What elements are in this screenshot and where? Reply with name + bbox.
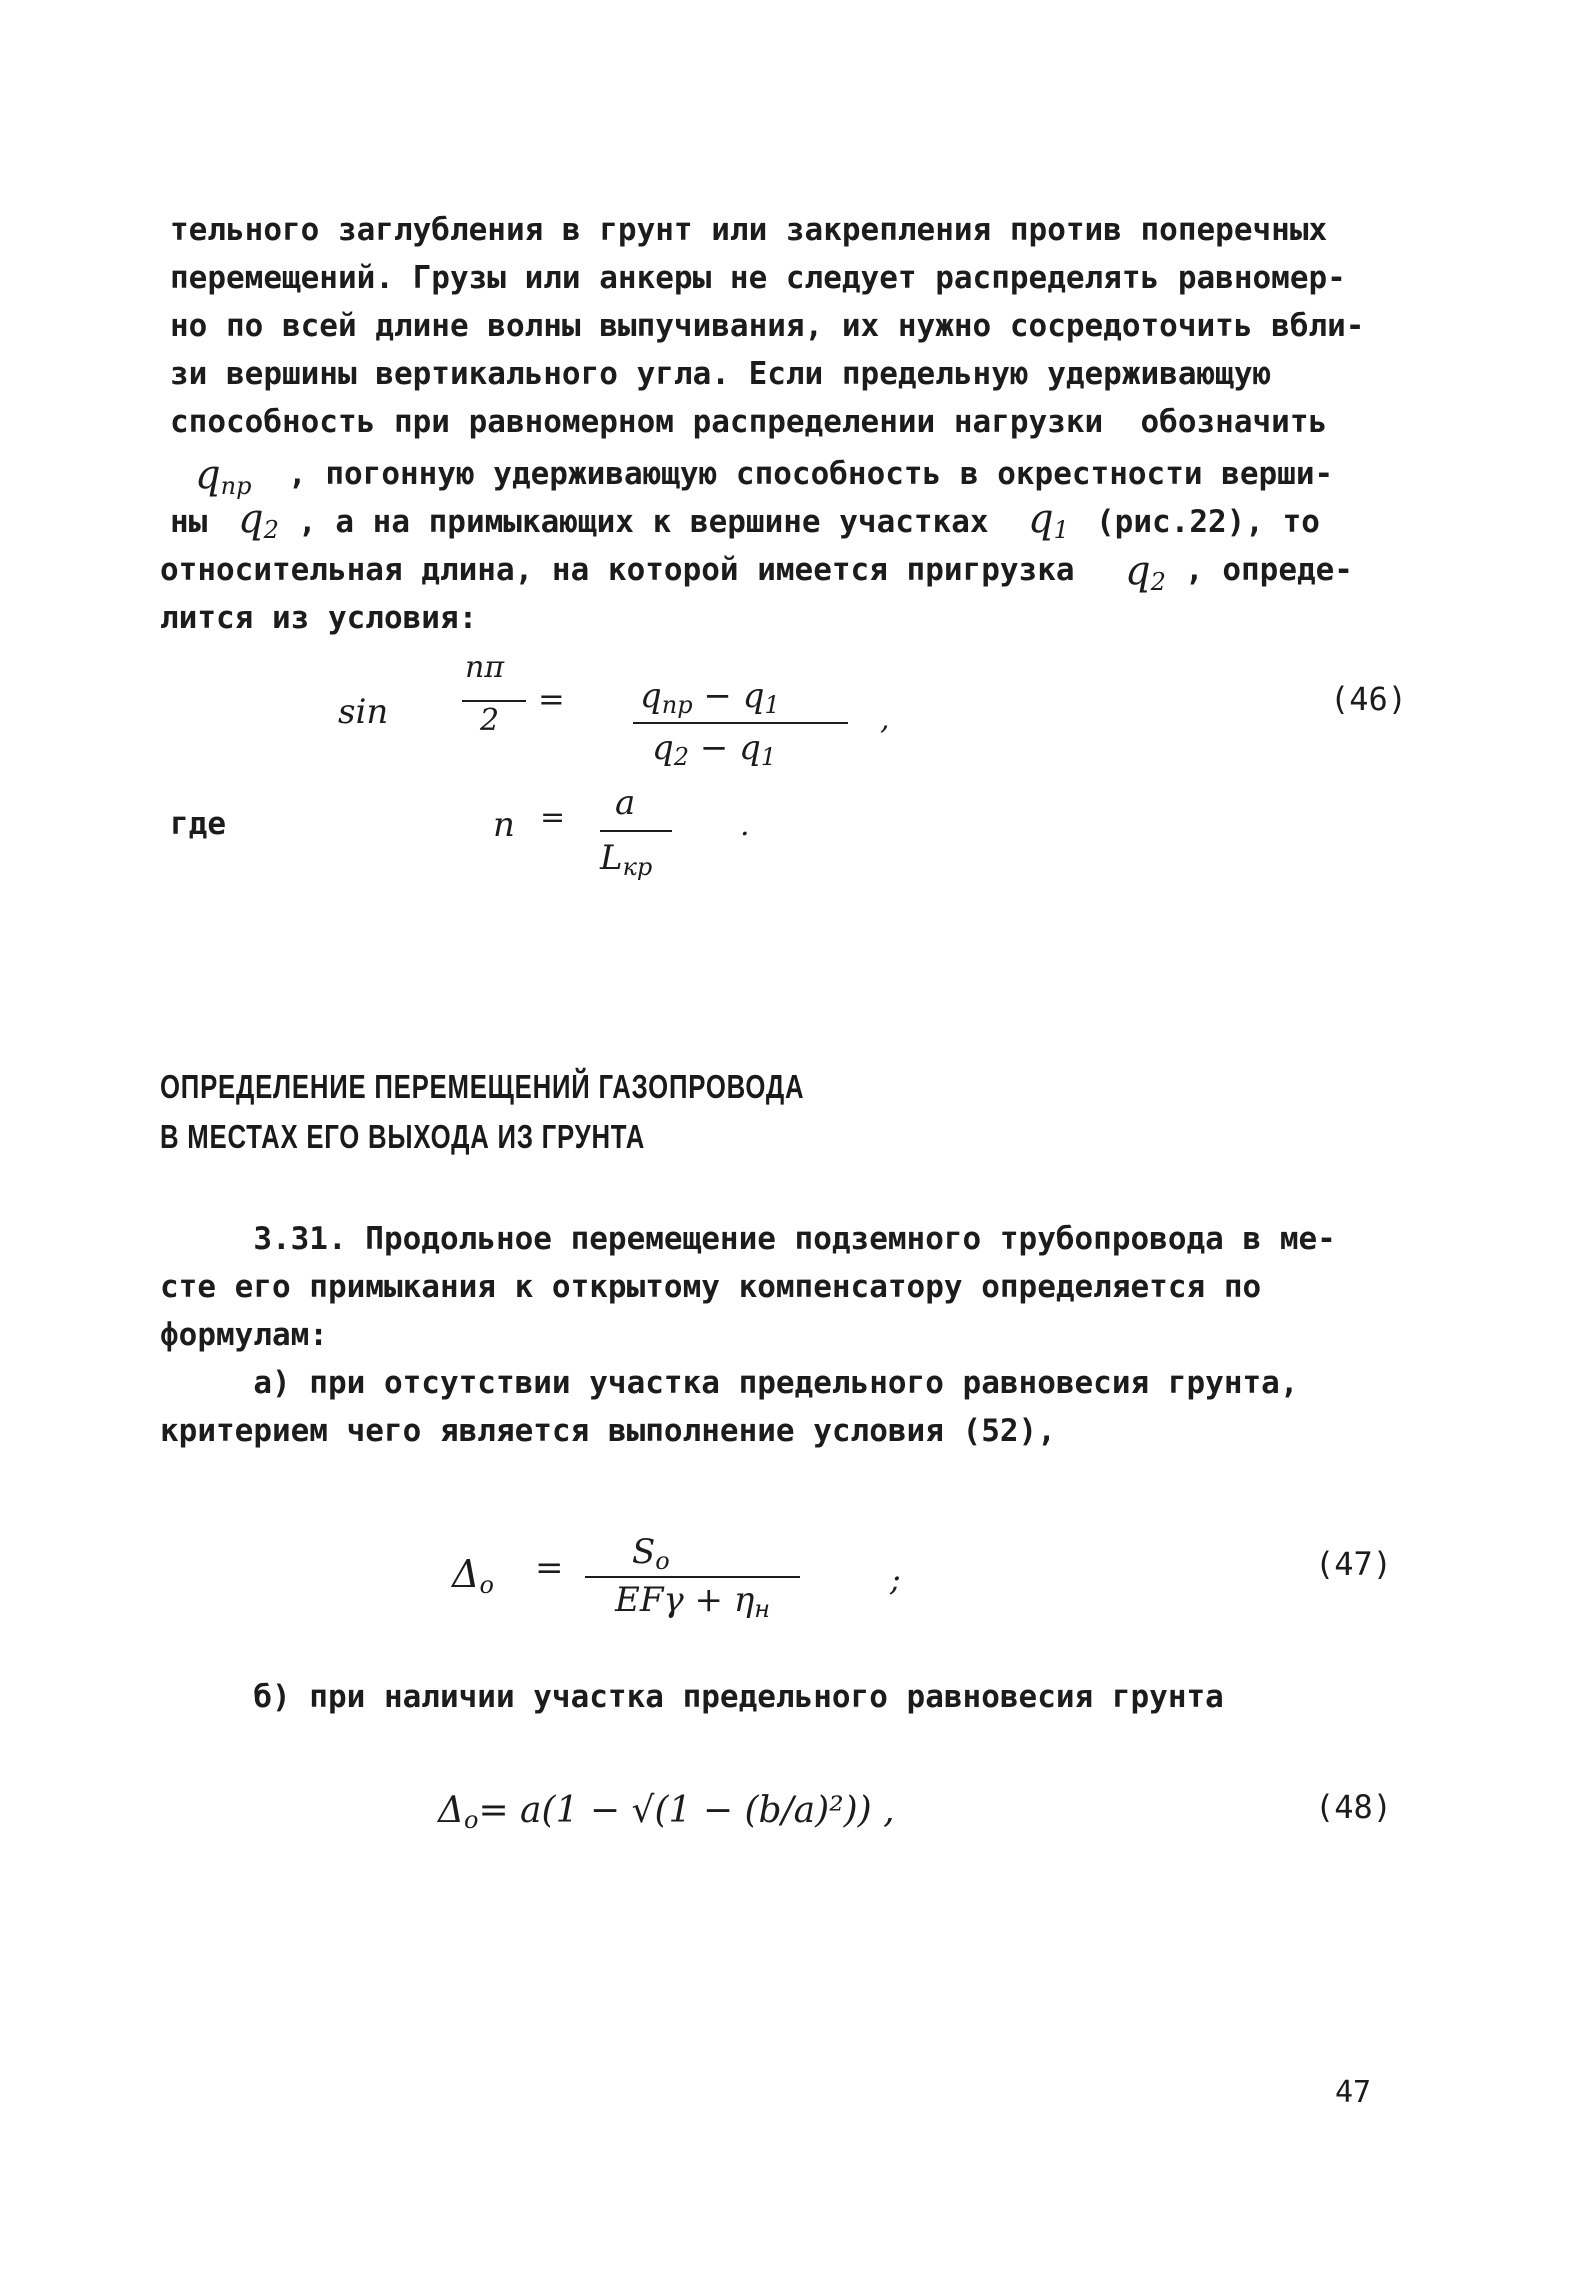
fraction-denominator: $EF\gamma + \eta_н$ — [615, 1580, 771, 1623]
delta-o: $\Delta_o$ — [452, 1552, 494, 1599]
semicolon: ; — [890, 1560, 901, 1598]
fraction-bar — [585, 1576, 800, 1578]
fraction-numerator: $S_o$ — [632, 1532, 670, 1575]
fraction-denominator: 2 — [480, 703, 500, 738]
text-line: лится из условия: — [160, 600, 478, 636]
fraction-numerator: a — [615, 783, 636, 823]
fraction-denominator: $q_2 - q_1$ — [652, 728, 777, 771]
fraction-bar — [600, 830, 672, 832]
text-line: ны — [170, 504, 208, 540]
text-line: формулам: — [160, 1317, 328, 1353]
fraction-numerator: $q_{пр} - q_1$ — [640, 676, 780, 719]
equals-sign: = — [535, 1548, 564, 1588]
text-line: критерием чего является выполнение условия (52), — [160, 1413, 1056, 1449]
text-line: , опреде- — [1185, 552, 1353, 588]
fraction-bar — [462, 700, 526, 702]
text-line: сте его примыкания к открытому компенсатору определяется по — [160, 1269, 1262, 1305]
text-line: относительная длина, на которой имеется пригрузка — [160, 552, 1075, 588]
heading-line: В МЕСТАХ ЕГО ВЫХОДА ИЗ ГРУНТА — [160, 1118, 646, 1155]
text-line: зи вершины вертикального угла. Если предельную удерживающую — [170, 356, 1272, 392]
period: . — [740, 808, 750, 843]
text-line: (рис.22), то — [1096, 504, 1320, 540]
where-label: где — [170, 806, 226, 842]
equation-number: (47) — [1315, 1545, 1393, 1583]
comma: , — [880, 702, 890, 737]
symbol-q1: $q_1$ — [1028, 496, 1069, 544]
equation-expression: $\Delta_o= a(1 - √(1 - (b/a)^2))$ , — [438, 1790, 895, 1834]
text-line: 3.31. Продольное перемещение подземного трубопровода в ме- — [160, 1221, 1336, 1257]
equals-sign: = — [538, 680, 565, 718]
text-line: , а на примыкающих к вершине участках — [298, 504, 989, 540]
text-line: б) при наличии участка предельного равновесия грунта — [160, 1679, 1224, 1715]
text-line: но по всей длине волны выпучивания, их нужно сосредоточить вбли- — [170, 308, 1365, 344]
equation-number: (46) — [1330, 680, 1408, 718]
fraction-bar — [633, 722, 848, 724]
symbol-q2: $q_2$ — [1125, 548, 1166, 596]
symbol-q-pr: $q_{пр}$ — [195, 452, 252, 500]
equals-sign: = — [540, 800, 566, 835]
page-number: 47 — [1335, 2075, 1372, 2110]
fraction-numerator: nπ — [465, 650, 505, 685]
text-line: тельного заглубления в грунт или закрепления против поперечных — [170, 212, 1328, 248]
fraction-denominator: $L_{кр}$ — [600, 838, 653, 881]
text-line: перемещений. Грузы или анкеры не следует распределять равномер- — [170, 260, 1346, 296]
equation-number: (48) — [1315, 1788, 1393, 1826]
variable-n: n — [493, 805, 515, 845]
text-line: , погонную удерживающую способность в окрестности верши- — [288, 456, 1334, 492]
sin-function: sin — [338, 692, 389, 732]
symbol-q2: $q_2$ — [238, 496, 279, 544]
text-line: а) при отсутствии участка предельного равновесия грунта, — [160, 1365, 1299, 1401]
text-line: способность при равномерном распределении нагрузки обозначить — [170, 404, 1328, 440]
heading-line: ОПРЕДЕЛЕНИЕ ПЕРЕМЕЩЕНИЙ ГАЗОПРОВОДА — [160, 1068, 805, 1105]
